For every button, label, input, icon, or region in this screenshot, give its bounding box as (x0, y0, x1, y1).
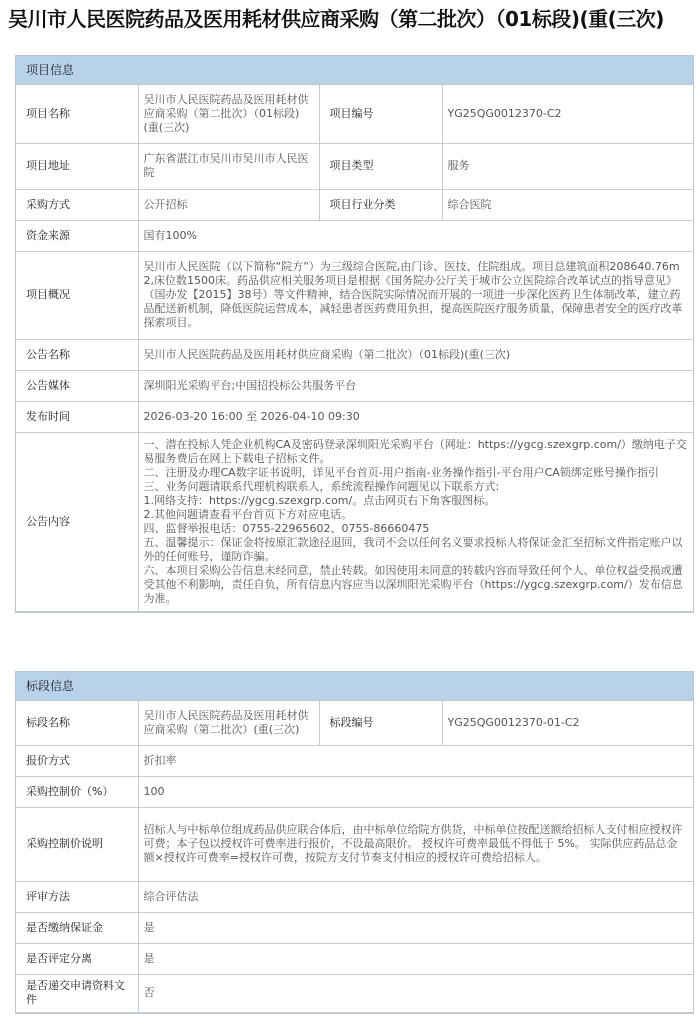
deposit-label: 是否缴纳保证金 (16, 912, 138, 943)
section-info-header: 标段信息 (16, 672, 693, 701)
industry-value: 综合医院 (442, 189, 693, 220)
project-address-label: 项目地址 (16, 143, 138, 189)
control-price-value: 100 (138, 776, 693, 807)
project-code-value: YG25QG0012370-C2 (442, 85, 693, 143)
table-row (16, 220, 693, 251)
deposit-value: 是 (138, 912, 693, 943)
project-code-label: 项目编号 (319, 85, 442, 143)
submit-docs-value: 否 (138, 974, 693, 1012)
section-name-label: 标段名称 (16, 701, 138, 745)
table-row (16, 85, 693, 143)
table-row (16, 432, 693, 611)
notice-media-label: 公告媒体 (16, 370, 138, 401)
project-address-value: 广东省湛江市吴川市吴川市人民医院 (138, 143, 319, 189)
control-price-desc-label: 采购控制价说明 (16, 807, 138, 881)
notice-content-line: 四、监督举报电话：0755-22965602、0755-86660475 (143, 521, 430, 535)
publish-time-label: 发布时间 (16, 401, 138, 432)
table-row (16, 912, 693, 943)
section-code-value: YG25QG0012370-01-C2 (442, 701, 693, 745)
project-name-label: 项目名称 (16, 85, 138, 143)
notice-media-value: 深圳阳光采购平台;中国招投标公共服务平台 (138, 370, 693, 401)
page-title: 吴川市人民医院药品及医用耗材供应商采购（第二批次）（01标段)(重(三次) (8, 7, 664, 31)
notice-content-line: 六、本项目采购公告信息未经同意，禁止转载。如因使用未同意的转载内容而导致任何个人、单位权益受损或遭受其他不利影响，责任自负，所有信息内容应当以深圳阳光采购平台（https://ygcg.szexgrp.com/）发布信息为准。 (143, 563, 683, 605)
table-row (16, 401, 693, 432)
quote-method-label: 报价方式 (16, 745, 138, 776)
section-code-label: 标段编号 (319, 701, 442, 745)
project-info-panel (15, 55, 694, 613)
notice-content-line: 一、潜在投标人凭企业机构CA及密码登录深圳阳光采购平台（网址：https://ygcg.szexgrp.com/）缴纳电子交易服务费后在网上下载电子招标文件。 (143, 437, 687, 465)
table-row (16, 881, 693, 912)
notice-content-line: 1.网络支持：https://ygcg.szexgrp.com/。点击网页右下角客服图标。 (143, 493, 496, 507)
notice-content-line: 二、注册及办理CA数字证书说明，详见平台首页-用户指南-业务操作指引-平台用户CA锁绑定账号操作指引 (143, 465, 659, 479)
industry-label: 项目行业分类 (319, 189, 442, 220)
notice-content-line: 2.其他问题请查看平台首页下方对应电话。 (143, 507, 352, 521)
table-row (16, 701, 693, 745)
section-info-panel (15, 671, 694, 1014)
eval-method-label: 评审方法 (16, 881, 138, 912)
project-overview-value: 吴川市人民医院（以下简称“院方”）为三级综合医院,由门诊、医技、住院组成。项目总建筑面积208640.76m2,床位数1500床。药品供应相关服务项目是根据《国务院办公厅关于城市公立医院综合改革试点的指导意见》（国办发【2015】38号）等文件精神，结合医院实际情况而开展的一项进一步深化医药卫生体制改革，建立药品配送新机制，降低医院运营成本，减轻患者医药费用负担，提高医院医疗服务质量，保障患者安全的医疗改革探索项目。 (138, 251, 693, 339)
table-row (16, 339, 693, 370)
quote-method-value: 折扣率 (138, 745, 693, 776)
evaluation-separation-label: 是否评定分离 (16, 943, 138, 974)
submit-docs-label: 是否递交申请资料文件 (16, 974, 138, 1012)
table-row (16, 370, 693, 401)
fund-source-label: 资金来源 (16, 220, 138, 251)
project-info-table (16, 85, 693, 612)
notice-name-label: 公告名称 (16, 339, 138, 370)
project-overview-label: 项目概况 (16, 251, 138, 339)
table-row (16, 143, 693, 189)
notice-content-line: 五、温馨提示：保证金将按原汇款途径退回，我司不会以任何名义要求投标人将保证金汇至招标文件指定账户以外的任何账号，谨防诈骗。 (143, 535, 683, 563)
notice-name-value: 吴川市人民医院药品及医用耗材供应商采购（第二批次）（01标段)(重(三次) (138, 339, 693, 370)
table-row (16, 974, 693, 1012)
eval-method-value: 综合评估法 (138, 881, 693, 912)
table-row (16, 251, 693, 339)
table-row (16, 807, 693, 881)
procurement-method-label: 采购方式 (16, 189, 138, 220)
table-row (16, 943, 693, 974)
table-row (16, 776, 693, 807)
project-type-value: 服务 (442, 143, 693, 189)
notice-content-line: 三、业务问题请联系代理机构联系人，系统流程操作问题见以下联系方式: (143, 479, 500, 493)
section-name-value: 吴川市人民医院药品及医用耗材供应商采购（第二批次）(重(三次) (138, 701, 319, 745)
notice-content-label: 公告内容 (16, 432, 138, 611)
section-info-table (16, 701, 693, 1013)
procurement-method-value: 公开招标 (138, 189, 319, 220)
control-price-desc-value: 招标人与中标单位组成药品供应联合体后，由中标单位给院方供货，中标单位按配送额给招标人支付相应授权许可费；本子包以授权许可费率进行报价，不设最高限价。 授权许可费率最低不得低于 5%。 实际供应药品总金额×授权许可费率=授权许可费，按院方支付节奏支付相应的授权许可费给招标人。 (138, 807, 693, 881)
notice-content-value (138, 432, 693, 611)
project-info-header: 项目信息 (16, 56, 693, 85)
control-price-label: 采购控制价（%） (16, 776, 138, 807)
project-name-value: 吴川市人民医院药品及医用耗材供应商采购（第二批次）（01标段)(重(三次) (138, 85, 319, 143)
table-row (16, 745, 693, 776)
publish-time-value: 2026-03-20 16:00 至 2026-04-10 09:30 (138, 401, 693, 432)
table-row (16, 189, 693, 220)
fund-source-value: 国有100% (138, 220, 693, 251)
project-type-label: 项目类型 (319, 143, 442, 189)
evaluation-separation-value: 是 (138, 943, 693, 974)
